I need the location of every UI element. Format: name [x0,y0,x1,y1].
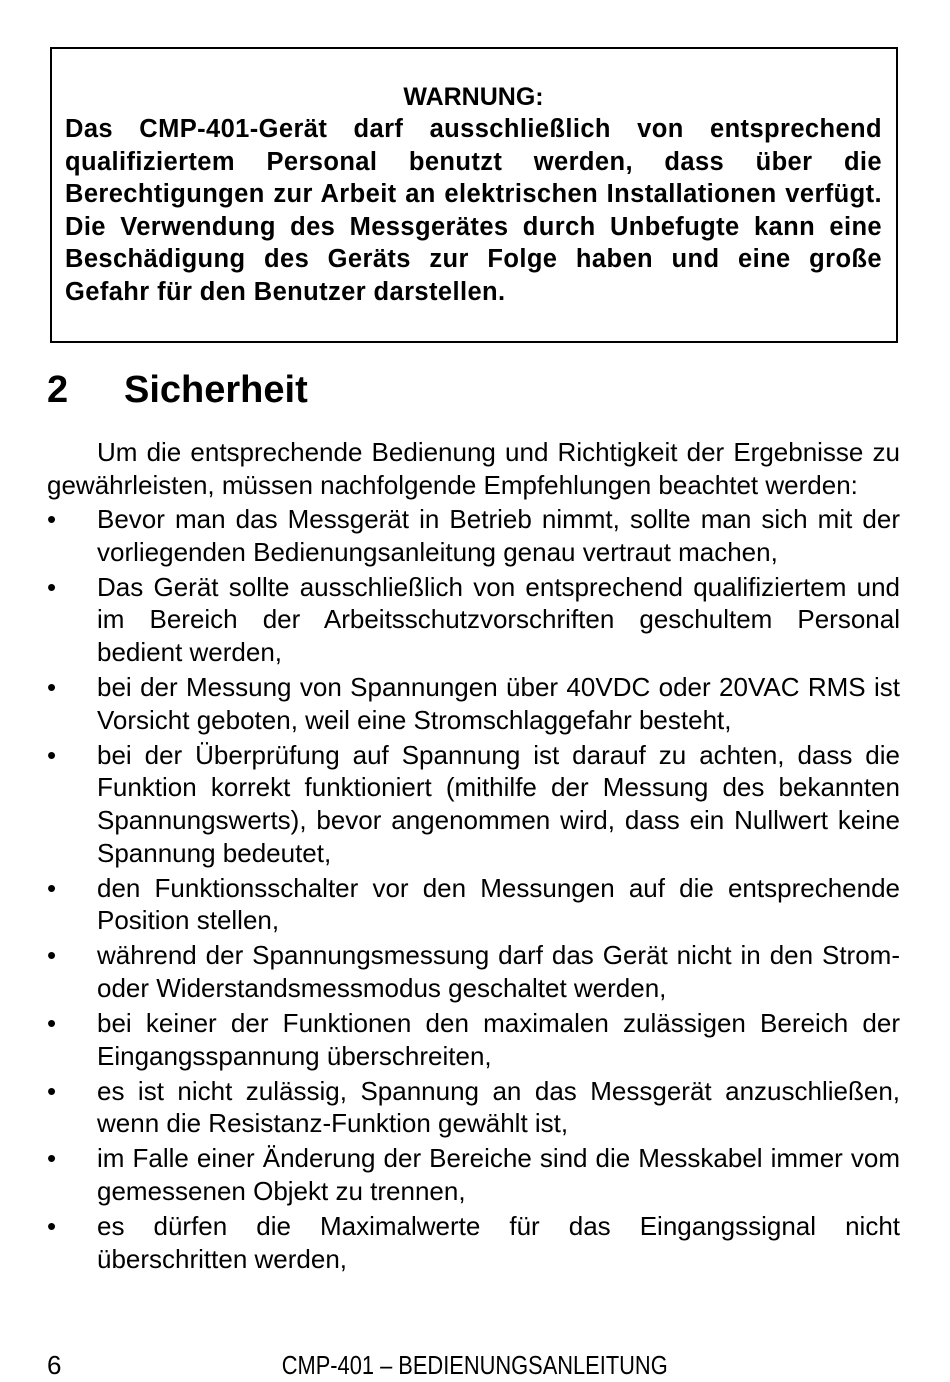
bullet-icon: • [47,571,57,602]
list-item-text: Bevor man das Messgerät in Betrieb nimmt, sollte man sich mit der vorliegenden Bedienungsanleitung genau vertraut machen, [97,504,900,567]
list-item [47,1210,900,1275]
page-content [47,436,900,1278]
footer-title [0,1349,950,1381]
list-item [47,671,900,736]
warning-title: WARNUNG: [403,83,544,111]
list-item [47,1007,900,1072]
list-item [47,739,900,869]
page-number: 6 [47,1350,62,1380]
bullet-icon: • [47,872,57,903]
list-item-text: es ist nicht zulässig, Spannung an das Messgerät anzuschließen, wenn die Resistanz-Funktion gewählt ist, [97,1075,900,1139]
section-title: Sicherheit [124,369,308,411]
bullet-icon: • [47,672,57,703]
list-item-text: bei keiner der Funktionen den maximalen zulässigen Bereich der Eingangsspannung überschreiten, [97,1008,900,1071]
footer-title-text: CMP-401 – BEDIENUNGSANLEITUNG [282,1350,668,1380]
list-item [47,1142,900,1207]
list-item [47,503,900,568]
intro-paragraph: Um die entsprechende Bedienung und Richtigkeit der Ergebnisse zu gewährleisten, müssen nachfolgende Empfehlungen beachtet werden: [47,437,900,500]
bullet-icon: • [47,1075,57,1106]
list-item [47,571,900,669]
list-item-text: es dürfen die Maximalwerte für das Eingangssignal nicht überschritten werden, [97,1211,900,1274]
bullet-icon: • [47,1143,57,1174]
list-item-text: bei der Überprüfung auf Spannung ist darauf zu achten, dass die Funktion korrekt funktioniert (mithilfe der Messung des bekannten Spannungswerts), bevor angenommen wird, dass ein Nullwert keine Spannung bedeutet, [97,739,900,868]
list-item-text: den Funktionsschalter vor den Messungen auf die entsprechende Position stellen, [97,872,900,936]
bullet-icon: • [47,1008,57,1039]
safety-bullet-list [47,503,900,1275]
bullet-icon: • [47,504,57,535]
list-item-text: im Falle einer Änderung der Bereiche sind die Messkabel immer vom gemessenen Objekt zu trennen, [97,1143,900,1207]
bullet-icon: • [47,940,57,971]
warning-text: Das CMP-401-Gerät darf ausschließlich von entsprechend qualifiziertem Personal benutzt werden, dass über die Berechtigungen zur Arbeit an elektrischen Installationen verfügt. Die Verwendung des Messgerätes durch Unbefugte kann eine Beschädigung des Geräts zur Folge haben und eine große Gefahr für den Benutzer darstellen. [65,115,882,306]
section-heading [47,366,308,414]
list-item-text: während der Spannungsmessung darf das Gerät nicht in den Strom- oder Widerstandsmessmodus geschaltet werden, [97,940,900,1003]
bullet-icon: • [47,739,57,770]
list-item [47,939,900,1004]
section-number: 2 [47,369,69,411]
list-item [47,872,900,937]
list-item-text: Das Gerät sollte ausschließlich von entsprechend qualifiziertem und im Bereich der Arbeitsschutzvorschriften geschultem Personal bedient werden, [97,571,900,668]
bullet-icon: • [47,1211,57,1242]
list-item [47,1075,900,1140]
list-item-text: bei der Messung von Spannungen über 40VDC oder 20VAC RMS ist Vorsicht geboten, weil eine Stromschlaggefahr besteht, [97,672,900,735]
warning-box [50,47,898,343]
